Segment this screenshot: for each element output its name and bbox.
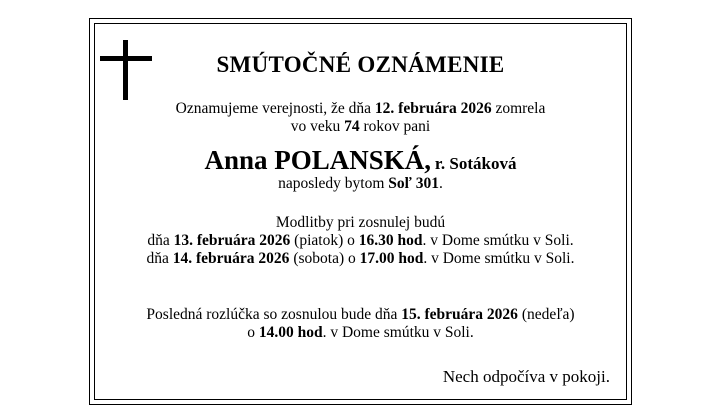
farewell-line-1: Posledná rozlúčka so zosnulou bude dňa 15. februára 2026 (nedeľa) xyxy=(146,306,575,323)
intro-line-1: Oznamujeme verejnosti, že dňa 12. februára 2026 zomrela xyxy=(175,100,546,117)
inner-frame xyxy=(94,23,627,400)
intro-line-2: vo veku 74 rokov pani xyxy=(290,118,431,135)
prayer-line-1: dňa 13. februára 2026 (piatok) o 16.30 hod. v Dome smútku v Soli. xyxy=(147,232,574,249)
deceased-name: Anna POLANSKÁ, r. Sotáková xyxy=(204,145,517,175)
farewell-line-2: o 14.00 hod. v Dome smútku v Soli. xyxy=(247,324,474,341)
prayers-heading: Modlitby pri zosnulej budú xyxy=(275,214,446,231)
prayer-line-2: dňa 14. februára 2026 (sobota) o 17.00 hod. v Dome smútku v Soli. xyxy=(146,250,575,267)
notice-title: SMÚTOČNÉ OZNÁMENIE xyxy=(216,52,505,77)
closing-line: Nech odpočíva v pokoji. xyxy=(442,367,610,386)
residence-line: naposledy bytom Soľ 301. xyxy=(278,175,443,192)
